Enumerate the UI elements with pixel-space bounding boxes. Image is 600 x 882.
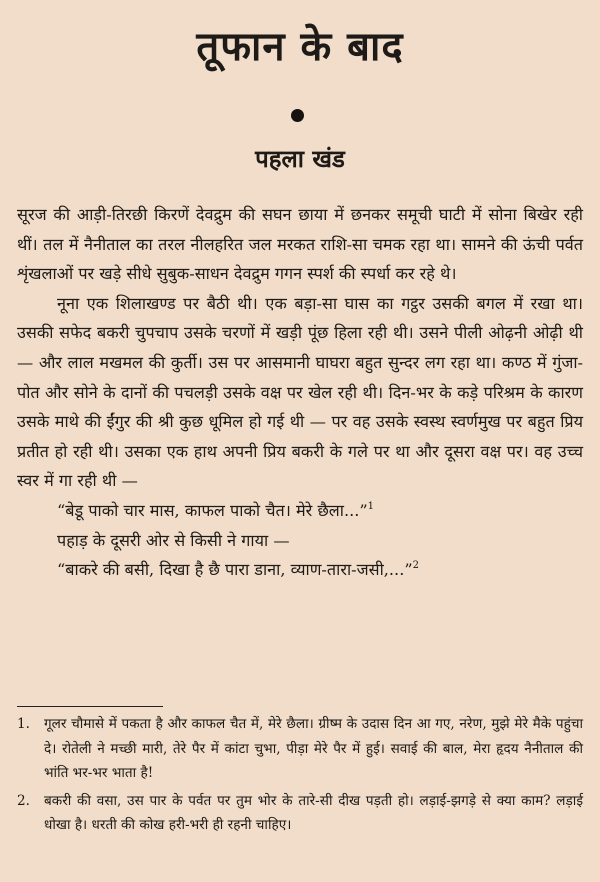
footnote-item	[17, 712, 583, 786]
song-line-1	[17, 496, 583, 526]
footnote-divider	[17, 706, 163, 707]
footnote-number: 1.	[17, 716, 30, 732]
song-line-2	[17, 555, 583, 585]
narration-line: पहाड़ के दूसरी ओर से किसी ने गाया —	[57, 530, 290, 550]
footnote-item	[17, 789, 583, 838]
footnotes	[17, 712, 583, 841]
footnote-text: गूलर चौमासे में पकता है और काफल चैत में, मेरे छैला। ग्रीष्म के उदास दिन आ गए, नरेण, मुझे मेरे मैके पहुंचा दे। रोतेली ने मच्छी मारी, तेरे पैर में कांटा चुभा, पीड़ा मेरे पैर में हुई। सवाई की बाल, मेरा हृदय नैनीताल की भांति भर-भर भाता है!	[44, 716, 583, 781]
chapter-title: तूफान के बाद	[196, 24, 404, 70]
footnote-text: बकरी की वसा, उस पार के पर्वत पर तुम भोर के तारे-सी दीख पड़ती हो। लड़ाई-झगड़े से क्या काम? लड़ाई धोखा है। धरती की कोख हरी-भरी ही रहनी चाहिए।	[44, 792, 583, 833]
song-line-1-text: “बेडू पाको चार मास, काफल पाको चैत। मेरे छैला...”	[57, 500, 368, 520]
main-text	[17, 200, 583, 585]
footnote-ref-1: 1	[367, 500, 375, 512]
footnote-number: 2.	[17, 792, 30, 809]
section-heading: पहला खंड	[255, 145, 345, 173]
song-line-2-text: “बाकरे की बसी, दिखा है छै पारा डाना, व्याण-तारा-जसी,...”	[57, 560, 413, 580]
footnote-ref-2: 2	[412, 560, 419, 572]
paragraph-2: नूना एक शिलाखण्ड पर बैठी थी। एक बड़ा-सा घास का गट्ठर उसकी बगल में रखा था। उसकी सफेद बकरी चुपचाप उसके चरणों में खड़ी पूंछ हिला रही थी। उसने पीली ओढ़नी ओढ़ी थी — और लाल मखमल की कुर्ती। उस पर आसमानी घाघरा बहुत सुन्दर लग रहा था। कण्ठ में गुंजा-पोत और सोने के दानों की पचलड़ी उसके वक्ष पर खेल रही थी। दिन-भर के कड़े परिश्रम के कारण उसके माथे की ईंगुर की श्री कुछ धूमिल हो गई थी — पर वह उसके स्वस्थ स्वर्णमुख पर बहुत प्रिय प्रतीत हो रही थी। उसका एक हाथ अपनी प्रिय बकरी के गले पर था और दूसरा वक्ष पर। वह उच्च स्वर में गा रही थी —	[17, 293, 583, 491]
bullet-dot-icon	[291, 109, 304, 122]
paragraph-1: सूरज की आड़ी-तिरछी किरणें देवद्रुम की सघन छाया में छनकर समूची घाटी में सोना बिखेर रही थीं। तल में नैनीताल का तरल नीलहरित जल मरकत राशि-सा चमक रहा था। सामने की ऊंची पर्वत शृंखलाओं पर खड़े सीधे सुबुक-साधन देवद्रुम गगन स्पर्श की स्पर्धा कर रहे थे।	[17, 205, 583, 284]
